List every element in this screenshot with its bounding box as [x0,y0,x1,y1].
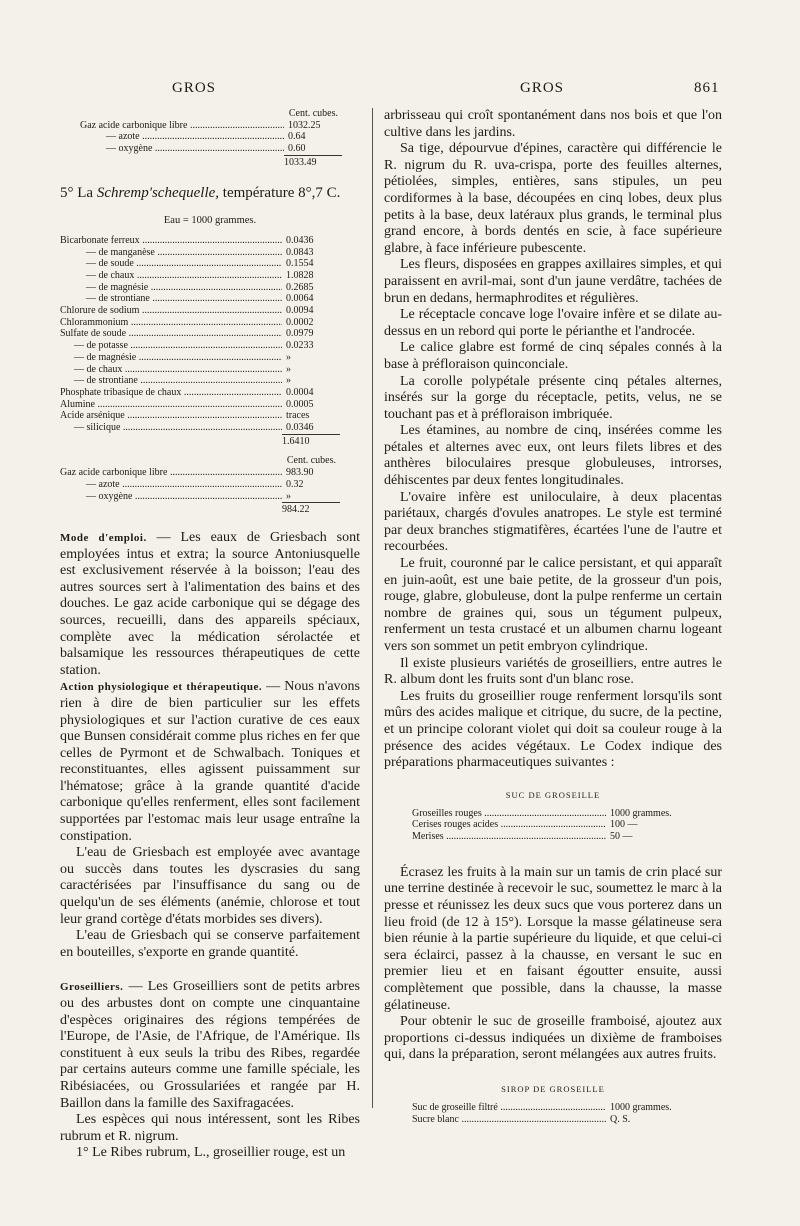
table-row [60,317,340,329]
table-row [60,467,340,479]
row-value: 1032.25 [288,119,321,131]
table-row [60,422,340,434]
table-row [412,831,686,843]
table-row [412,819,686,831]
paragraph: La corolle polypétale présente cinq pétales alternes, insérés sur la gorge du réceptacle, petits, velus, ne se touchant pas et à préfloraison imbriquée. [384,373,722,422]
sirop-table [384,1102,722,1125]
table-row [60,235,340,247]
table-row [60,282,340,294]
row-label: Cerises rouges acides ..... [412,819,606,831]
row-label: Merises ..... [412,831,606,843]
table-row [60,364,340,376]
row-label: — de magnésie ..... [60,352,282,364]
row-label: Phosphate tribasique de chaux ..... [60,387,282,399]
row-value: 50 — [610,831,633,843]
paragraph: arbrisseau qui croît spontanément dans nos bois et que l'on cultive dans les jardins. [384,108,722,140]
paragraph: Le calice glabre est formé de cinq sépales connés à la base à préfloraison quinconciale. [384,340,722,372]
table-total: 1033.49 [284,155,342,169]
row-label: Gaz acide carbonique libre ..... [60,467,282,479]
row-value: » [286,375,291,387]
table-total: 984.22 [282,502,340,516]
paragraph: Les étamines, au nombre de cinq, insérées comme les pétales et alternes avec eux, ont leurs filets libres et des anthères biloculaires presque globuleuses, introrses, déhiscentes par deux fentes longitudinales. [384,423,722,489]
row-value: 0.0346 [286,422,314,434]
row-value: traces [286,410,310,422]
table-row [60,247,340,259]
gas-table-2 [60,455,360,516]
paragraph: Le fruit, couronné par le calice persistant, et qui apparaît en juin-août, est une baie petite, de la grosseur d'un pois, rouge, glabre, globuleuse, dont la pulpe renferme un certain nombre de graines qui, sous un tégument pulpeux, renferment un testa crustacé et un albumen charnu logeant vers son sommet un petit embryon cylindrique. [384,556,722,654]
left-column [60,108,360,1162]
row-value: 0.2685 [286,281,314,293]
row-value: 0.0004 [286,386,314,398]
groseilliers-paragraph: Groseilliers. — Les Groseilliers sont de petits arbres ou des arbustes dont on compte une cinquantaine d'espèces originaires des régions tempérées de l'Europe, de l'Asie, de l'Afrique, de l'Amérique. Ils constituent à eux seuls la tribu des Ribes, regardée par certains auteurs comme une famille spéciale, les Ribésiacées, ou Grossulariées et rangée par H. Baillon dans la famille des Saxifragacées. [60,979,360,1111]
table-row [80,120,342,132]
row-label: — de chaux ..... [60,270,282,282]
table-row [80,131,342,143]
paragraph: Écrasez les fruits à la main sur un tamis de crin placé sur une terrine destinée à recevoir le suc, soumettez le marc à la presse et réunissez les deux sucs que vous porterez dans un lieu froid (de 12 à 15°). Lorsque la masse gélatineuse sera bien réunie à la partie supérieure du liquide, et que celui-ci sera éclairci, passez à la chausse, en versant le suc en premier lieu et en faisant égoutter ensuite, aussi complètement que possible, dans la chausse, la masse gélatineuse. [384,864,722,1013]
paragraph: L'ovaire infère est uniloculaire, à deux placentas pariétaux, chargés d'ovules anatropes. Le style est terminé par deux branches stigmatifères, écartées l'une de l'autre et recourbées. [384,489,722,555]
table-row [60,410,340,422]
table-row [60,352,340,364]
row-label: Bicarbonate ferreux ..... [60,235,282,247]
row-value: 100 — [610,819,638,831]
row-label: Chlorammonium ..... [60,317,282,329]
row-value: 0.0436 [286,234,314,246]
row-label: Chlorure de sodium ..... [60,305,282,317]
row-value: » [286,351,291,363]
table-row [412,1102,686,1114]
paragraph: Pour obtenir le suc de groseille framboisé, ajoutez aux proportions ci-dessus indiquées un dixième de framboises qui, dans la préparation, seront mélangées aux autres fruits. [384,1014,722,1063]
table-row [60,399,340,411]
row-value: » [286,490,291,502]
section-heading-5: 5° La Schremp'schequelle, température 8°,7 C. [60,184,341,201]
row-label: Gaz acide carbonique libre ..... [80,120,284,132]
row-label: Suc de groseille filtré ..... [412,1102,606,1114]
row-value: 1.0828 [286,269,314,281]
paragraph: Il existe plusieurs variétés de groseilliers, entre autres le R. album dont les fruits sont d'un blanc rose. [384,655,722,688]
table-row [60,293,340,305]
row-value: 0.0064 [286,293,314,305]
row-label: — de magnésie ..... [60,282,282,294]
gas-table-1 [60,108,360,169]
row-label: Groseilles rouges ..... [412,808,606,820]
suc-title: SUC DE GROSEILLE [505,789,601,800]
row-value: 0.1554 [286,258,314,270]
row-label: Alumine ..... [60,399,282,411]
row-value: » [286,363,291,375]
table-row [60,328,340,340]
action-paragraph: Action physiologique et thérapeutique. — Nous n'avons rien à dire de bien particulier sur les effets physiologiques et sur l'action curative de ces eaux que Bunsen considérait comme plus riches en fer que celles de Pyrmont et de Schwalbach. Toniques et reconstituantes, elles agissent puissamment sur l'hématose; grâce à la grande quantité d'acide carbonique qu'elles renferment, elles sont facilement supportées par l'estomac mais leur usage entraîne la constipation. [60,679,361,844]
row-value: 0.0094 [286,305,314,317]
table-row [412,808,686,820]
paragraph: 1° Le Ribes rubrum, L., groseillier rouge, est un [76,1145,346,1161]
row-value: Q. S. [610,1113,631,1125]
row-label: — de manganèse ..... [60,247,282,259]
row-label: — oxygène ..... [80,143,284,155]
table-row [60,305,340,317]
table-row [60,491,340,503]
table-head: Cent. cubes. [286,455,336,467]
paragraph: L'eau de Griesbach qui se conserve parfaitement en bouteilles, s'exporte en grande quantité. [60,928,360,960]
row-value: 0.0979 [286,328,314,340]
suc-table [384,808,722,843]
row-value: 0.0843 [286,246,314,258]
running-head-left: GROS [172,80,217,96]
row-label: — azote ..... [60,479,282,491]
row-label: — de strontiane ..... [60,293,282,305]
table-total: 1.6410 [282,434,340,448]
running-head-center: GROS [520,80,565,96]
page-number: 861 [694,80,720,96]
paragraph: Les fleurs, disposées en grappes axillaires simples, et qui paraissent en avril-mai, sont d'un jaune verdâtre, tachées de brun en dedans, hermaphrodites et régulières. [384,257,722,306]
row-value: 1000 grammes. [610,807,672,819]
mineral-table [60,235,360,448]
table-row [412,1114,686,1126]
row-value: 1000 grammes. [610,1101,672,1113]
paragraph: Le réceptacle concave loge l'ovaire infère et se dilate au-dessus en un rebord qui porte le périanthe et l'androcée. [384,307,722,339]
paragraph: Les fruits du groseillier rouge renferment lorsqu'ils sont mûrs des acides malique et citrique, du sucre, de la pectine, et un principe colorant violet qui doit sa couleur rouge à la présence des acides végétaux. Le Codex indique des préparations pharmaceutiques suivantes : [384,688,722,771]
right-column [384,108,722,1125]
row-value: 0.0002 [286,316,314,328]
row-label: — de soude ..... [60,258,282,270]
water-label: Eau = 1000 grammes. [163,215,257,227]
row-value: 0.60 [288,143,306,155]
paragraph: Les espèces qui nous intéressent, sont les Ribes rubrum et R. nigrum. [60,1112,360,1144]
row-label: — de chaux ..... [60,364,282,376]
row-label: — de strontiane ..... [60,375,282,387]
row-value: 983.90 [286,467,314,479]
paragraph: Sa tige, dépourvue d'épines, caractère qui différencie le R. nigrum du R. uva-crispa, porte des feuilles alternes, pétiolées, simples, entières, sans stipules, un peu cordiformes à la base, découpées en cinq lobes, deux plus petits à la base, deux latéraux plus grands, le terminal plus grand encore, à bords dentés en scie, à face supérieure glabre, à face inférieure pubescente. [384,141,722,256]
row-label: — azote ..... [80,131,284,143]
row-label: Sulfate de soude ..... [60,328,282,340]
table-row [60,270,340,282]
paragraph: L'eau de Griesbach est employée avec avantage ou succès dans toutes les dyscrasies du sang caractérisées par l'insuffisance du sang ou de quelqu'un de ses éléments (anémie, chlorose et tout leur grand cortège d'états morbides ses divers). [60,845,360,927]
row-label: — oxygène ..... [60,491,282,503]
sirop-title: SIROP DE GROSEILLE [501,1083,605,1094]
row-label: Acide arsénique ..... [60,410,282,422]
table-row [60,375,340,387]
table-row [80,143,342,155]
table-row [60,340,340,352]
table-head: Cent. cubes. [288,108,338,119]
row-label: Sucre blanc ..... [412,1114,606,1126]
table-row [60,479,340,491]
row-label: — silicique ..... [60,422,282,434]
table-row [60,387,340,399]
row-value: 0.0233 [286,340,314,352]
mode-emploi-paragraph: Mode d'emploi. — Les eaux de Griesbach sont employées intus et extra; la source Antoniusquelle est exclusivement réservée à la boisson; l'eau des autres sources sert à l'alimentation des bains et des douches. Le gaz acide carbonique qui se dégage des sources, recueilli, dans des appareils spéciaux, complète avec la médication sérolactée et balsamique les ressources thérapeutiques de cette station. [60,529,360,678]
row-value: 0.32 [286,478,304,490]
row-label: — de potasse ..... [60,340,282,352]
column-rule [372,108,373,1108]
row-value: 0.64 [288,131,306,143]
row-value: 0.0005 [286,398,314,410]
table-row [60,258,340,270]
